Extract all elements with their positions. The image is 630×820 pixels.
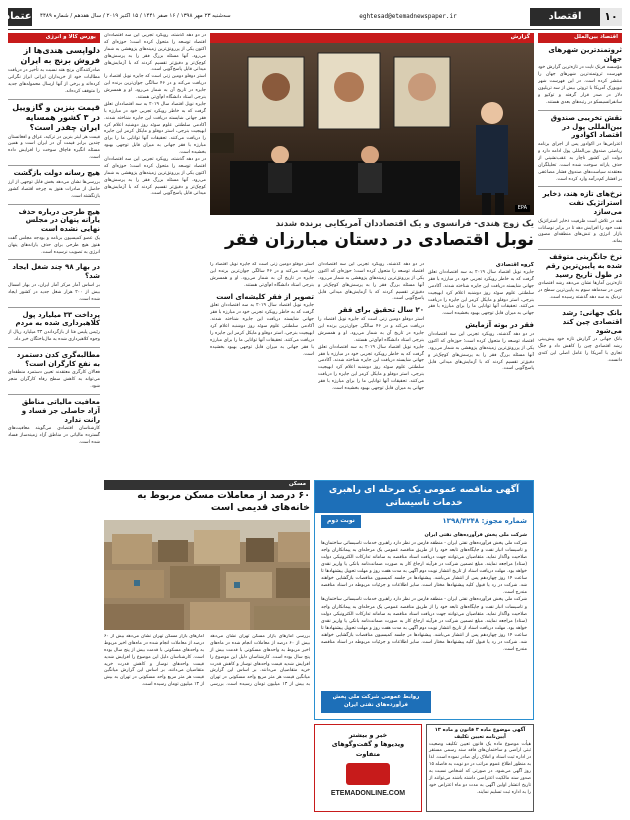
article-body: بر اساس آمار مرکز آمار ایران، در بهار امسال بیش از ۲۰۰ هزار شغل جدید در کشور ایجاد شده است.	[8, 282, 100, 302]
article-body: بررسی‌ها نشان می‌دهد بخش قابل توجهی از ارز حاصل از صادرات هنوز به چرخه اقتصاد کشور بازنگشته است.	[8, 179, 100, 199]
lead-body-col-3	[210, 262, 314, 476]
lead-body: در دو دهه گذشته، رویکرد تجربی این سه اقتصاددان اقتصاد توسعه را متحول کرده است؛ حوزه‌ای که اکنون یکی از پررونق‌ترین زمینه‌های پژوهشی به شمار می‌رود. آنها مسئله بزرگ فقر را به پرسش‌های کوچک‌تر و دقیق‌تر تقسیم کردند که با آزمایش‌های میدانی قابل پاسخ‌گویی است.	[428, 331, 534, 372]
lead-body: جایزه نوبل اقتصاد سال ۲۰۱۹ به سه اقتصاددان تعلق گرفت که به خاطر رویکرد تجربی خود در مبارزه با فقر جهانی شایسته دریافت این جایزه شناخته شدند. آکادمی سلطنتی علوم سوئد روز دوشنبه اعلام کرد ابهیجیت بنرجی، استر دوفلو و مایکل کرمر این جایزه را دریافت می‌کنند. تحقیقات آنها توانایی ما را برای مبارزه با فقر جهانی به میزان قابل توجهی بهبود بخشیده است.	[318, 344, 424, 391]
tender-advertisement	[314, 480, 534, 720]
lead-body: در دو دهه گذشته، رویکرد تجربی این سه اقتصاددان اقتصاد توسعه را متحول کرده است؛ حوزه‌ای که اکنون یکی از پررونق‌ترین زمینه‌های پژوهشی به شمار می‌رود. آنها مسئله بزرگ فقر را به پرسش‌های کوچک‌تر و دقیق‌تر تقسیم کردند که با آزمایش‌های میدانی قابل پاسخ‌گویی است.	[318, 262, 424, 302]
lead-body: استر دوفلو دومین زنی است که جایزه نوبل اقتصاد را دریافت می‌کند و در ۴۶ سالگی جوان‌ترین برنده این جایزه در تاریخ آن به شمار می‌رود. او و همسرش بنرجی استاد دانشگاه ام‌آی‌تی هستند.	[210, 262, 314, 288]
tender-subheader	[315, 513, 533, 530]
divider	[8, 394, 100, 395]
article-headline[interactable]: قیمت بنزین و گازوییل در ۳ کشور همسایه ایران چقدر است؟	[12, 102, 100, 132]
article-body: هند در تلاش است ظرفیت ذخایر استراتژیک نفت خود را افزایش دهد تا در برابر نوسانات بازار انرژی و تنش‌های منطقه‌ای مصون بماند.	[538, 218, 622, 245]
divider	[538, 186, 622, 187]
photo-credit-badge: EPA	[515, 205, 530, 212]
article-headline[interactable]: دلواپسی هندی‌ها از فروش برنج به ایران	[20, 45, 100, 65]
housing-kicker: مسکن	[104, 480, 310, 490]
lead-body: جایزه نوبل اقتصاد سال ۲۰۱۹ به سه اقتصاددان تعلق گرفت که به خاطر رویکرد تجربی خود در مبارزه با فقر جهانی شایسته دریافت این جایزه شناخته شدند. آکادمی سلطنتی علوم سوئد روز دوشنبه اعلام کرد ابهیجیت بنرجی، استر دوفلو و مایکل کرمر این جایزه را دریافت می‌کنند. تحقیقات آنها توانایی ما را برای مبارزه با فقر جهانی به میزان قابل توجهی بهبود بخشیده است.	[428, 269, 534, 317]
right-column-head: اقتصاد بین‌الملل	[538, 33, 622, 43]
housing-paragraph: بررسی آمارهای بازار مسکن تهران نشان می‌دهد بیش از ۶۰ درصد از معاملات انجام شده در ماه‌های اخیر مربوط به واحدهای مسکونی با قدمت بیش از پنج سال بوده است. کارشناسان دلیل این موضوع را افزایش شدید قیمت واحدهای نوساز و کاهش قدرت خرید متقاضیان می‌دانند. بر اساس این گزارش میانگین قیمت هر متر مربع واحد مسکونی در تهران به بیش از ۱۳ میلیون تومان رسیده است.	[210, 634, 310, 688]
article-body: قیمت هر لیتر بنزین در ترکیه، عراق و افغانستان چندین برابر قیمت آن در ایران است و همین مسئله انگیزه قاچاق سوخت را افزایش داده است.	[8, 134, 100, 161]
article-body: مؤسسه فرنک نایت در تازه‌ترین گزارش خود فهرست ثروتمندترین شهرهای جهان را منتشر کرده است. در این فهرست شهر نیویورک آمریکا با ثروتی بیش از سه تریلیون دلار در صدر قرار گرفته و توکیو و سانفرانسیسکو در رتبه‌های بعدی هستند.	[538, 65, 622, 105]
article-body: یک عضو کمیسیون برنامه و بودجه مجلس گفت هنوز هیچ طرحی برای حذف یارانه‌های پنهان انرژی به تصویب نرسیده است.	[8, 235, 100, 255]
lead-body: در دو دهه گذشته، رویکرد تجربی این سه اقتصاددان اقتصاد توسعه را متحول کرده است؛ حوزه‌ای که اکنون یکی از پررونق‌ترین زمینه‌های پژوهشی به شمار می‌رود. آنها مسئله بزرگ فقر را به پرسش‌های کوچک‌تر و دقیق‌تر تقسیم کردند که با آزمایش‌های میدانی قابل پاسخ‌گویی است.	[104, 157, 206, 197]
lead-body-col-1	[428, 262, 534, 476]
right-column	[538, 33, 622, 811]
tender-body	[315, 530, 533, 656]
lead-body-col-2	[318, 262, 424, 476]
lead-subhead: ۲۰ سال تحقیق برای فقر	[338, 306, 424, 315]
article-headline[interactable]: نرخ‌های تازه هند، ذخایر استراتژیک نفت می‌سازد	[542, 190, 622, 216]
housing-body-text	[104, 634, 310, 689]
divider	[8, 347, 100, 348]
promo-line-2: ویدیوها و گفت‌وگوهای	[331, 740, 405, 749]
continued-column	[104, 33, 206, 476]
tender-title: آگهی مناقصه عمومی یک مرحله ای راهبری خدمات تاسیساتی	[315, 481, 533, 513]
article-headline[interactable]: هیچ رسانه دولت بازگشت	[13, 169, 100, 178]
lead-subhead: تصویر از فقر کلیشه‌ای است	[216, 292, 314, 301]
nobel-press-photo	[210, 43, 534, 215]
tender-footer: روابط عمومی شرکت ملی پخش فرآورده‌های نفتی ایران	[321, 691, 431, 713]
lead-body: در دو دهه گذشته، رویکرد تجربی این سه اقتصاددان اقتصاد توسعه را متحول کرده است؛ حوزه‌ای که اکنون یکی از پررونق‌ترین زمینه‌های پژوهشی به شمار می‌رود. آنها مسئله بزرگ فقر را به پرسش‌های کوچک‌تر و دقیق‌تر تقسیم کردند که با آزمایش‌های میدانی قابل پاسخ‌گویی است.	[104, 33, 206, 73]
lead-subhead: فقر در بوته آزمایش	[465, 321, 534, 330]
online-promo[interactable]	[314, 724, 422, 812]
notice-title: آگهی موضوع ماده ۳ قانون و ماده ۱۳ آیین‌نامه تعیین تکلیف	[434, 727, 526, 741]
housing-paragraph: بررسی آمارهای بازار مسکن تهران نشان می‌دهد بیش از ۶۰ درصد از معاملات انجام شده در ماه‌های اخیر مربوط به واحدهای مسکونی با قدمت بیش از پنج سال بوده است. کارشناسان دلیل این موضوع را افزایش شدید قیمت واحدهای نوساز و کاهش قدرت خرید متقاضیان می‌دانند. بر اساس این گزارش میانگین قیمت هر متر مربع واحد مسکونی در تهران به بیش از ۱۳ میلیون تومان رسیده است.	[104, 634, 224, 688]
byline: گروه اقتصادی	[495, 262, 534, 268]
article-headline[interactable]: بانک جهانی: رشد اقتصادی چین کند می‌شود	[562, 309, 622, 335]
article-body: فعالان کارگری معتقدند تعیین دستمزد منطقه‌ای می‌تواند به کاهش سطح رفاه کارگران منجر شود.	[8, 370, 100, 390]
tender-org: شرکت ملی پخش فرآورده‌های نفتی ایران	[424, 531, 527, 538]
lead-body: استر دوفلو دومین زنی است که جایزه نوبل اقتصاد را دریافت می‌کند و در ۴۶ سالگی جوان‌ترین برنده این جایزه در تاریخ آن به شمار می‌رود. او و همسرش بنرجی استاد دانشگاه ام‌آی‌تی هستند.	[318, 317, 424, 343]
registry-notice	[426, 724, 534, 812]
promo-site[interactable]: ETEMADONLINE.COM	[330, 790, 406, 798]
paper-logo: اعتماد	[8, 8, 32, 26]
article-headline[interactable]: معافیت مالیاتی مناطق آزاد حاصلی جز فساد و رانت ندارد	[21, 398, 100, 424]
notice-body: هیأت موضوع ماده یک قانون تعیین تکلیف وضعیت ثبتی اراضی و ساختمان‌های فاقد سند رسمی مستقر در اداره ثبت اسناد و املاک رأی صادر نموده است. لذا به منظور اطلاع عموم مراتب در دو نوبت به فاصله ۱۵ روز آگهی می‌شود. در صورتی که اشخاص نسبت به صدور سند مالکیت اعتراضی داشته باشند می‌توانند از تاریخ انتشار اولین آگهی به مدت دو ماه اعتراض خود را به اداره ثبت تسلیم نمایند.	[429, 741, 531, 795]
lead-body: جایزه نوبل اقتصاد سال ۲۰۱۹ به سه اقتصاددان تعلق گرفت که به خاطر رویکرد تجربی خود در مبارزه با فقر جهانی شایسته دریافت این جایزه شناخته شدند. آکادمی سلطنتی علوم سوئد روز دوشنبه اعلام کرد ابهیجیت بنرجی، استر دوفلو و مایکل کرمر این جایزه را دریافت می‌کنند. تحقیقات آنها توانایی ما را برای مبارزه با فقر جهانی به میزان قابل توجهی بهبود بخشیده است.	[210, 303, 314, 357]
divider	[538, 305, 622, 306]
section-title: اقتصاد	[530, 8, 600, 26]
divider	[8, 259, 100, 260]
article-body: رئیس پلیس فتا از بازگرداندن ۳۳ میلیارد ریال از وجوه کلاهبرداری شده به مال‌باختگان خبر داد.	[8, 330, 100, 342]
promo-line-1: خبر و بیشتر	[348, 731, 388, 739]
article-headline[interactable]: نقش تخریبی صندوق بین‌المللی پول در اقتصاد اکوادور	[550, 113, 622, 140]
housing-headline[interactable]: ۶۰ درصد از معاملات مسکن مربوط به خانه‌های قدیمی است	[137, 490, 310, 514]
tender-text: شرکت ملی پخش فرآورده‌های نفتی ایران - منطقه فارس در نظر دارد راهبری خدمات تاسیساتی ساختمان‌ها و تاسیسات انبار نفت و جایگاه‌های تابعه خود را از طریق مناقصه عمومی یک مرحله‌ای به پیمانکاران واجد صلاحیت واگذار نماید. متقاضیان می‌توانند جهت دریافت اسناد مناقصه به سامانه تدارکات الکترونیکی دولت (ستاد) مراجعه نمایند. مبلغ تضمین شرکت در فرآیند ارجاع کار به صورت ضمانت‌نامه بانکی یا واریز نقدی خواهد بود. مهلت دریافت اسناد از تاریخ انتشار نوبت دوم آگهی به مدت هفت روز و مهلت تحویل پیشنهادها تا ساعت ۱۴ روز چهاردهم پس از انتشار می‌باشد. پیشنهادها در جلسه کمیسیون مناقصات بازگشایی خواهند شد. شرکت در رد یا قبول کلیه پیشنهادها مختار است. سایر اطلاعات و جزئیات مربوطه در اسناد مناقصه مندرج است.	[321, 597, 527, 653]
dateline: سه‌شنبه ۲۳ مهر ۱۳۹۸ / ۱۶ صفر ۱۴۴۱ / ۱۵ اکتبر ۲۰۱۹ / سال هفدهم / شماره ۴۴۸۹	[40, 13, 231, 20]
divider	[538, 110, 622, 111]
housing-photo	[104, 520, 310, 630]
lead-kicker: گزارش	[210, 33, 534, 43]
article-body: صادرکنندگان برنج هند نسبت به تأخیر در دریافت مطالبات خود از خریداران ایرانی ابراز نگرانی کرده‌اند و برخی از آنها ارسال محموله‌های جدید را متوقف کرده‌اند.	[8, 67, 100, 94]
article-body: کارشناسان اقتصادی می‌گویند معافیت‌های گسترده مالیاتی در مناطق آزاد زمینه‌ساز فساد شده است.	[8, 426, 100, 446]
divider	[8, 307, 100, 308]
lead-supertitle: یک زوج هندی- فرانسوی و یک اقتصاددان آمریکایی برنده شدند	[275, 219, 534, 229]
tender-round-pill: نوبت دوم	[321, 515, 361, 528]
divider	[8, 165, 100, 166]
rooftops-scene	[104, 520, 310, 630]
lead-body: جایزه نوبل اقتصاد سال ۲۰۱۹ به سه اقتصاددان تعلق گرفت که به خاطر رویکرد تجربی خود در مبارزه با فقر جهانی شایسته دریافت این جایزه شناخته شدند. آکادمی سلطنتی علوم سوئد روز دوشنبه اعلام کرد ابهیجیت بنرجی، استر دوفلو و مایکل کرمر این جایزه را دریافت می‌کنند. تحقیقات آنها توانایی ما را برای مبارزه با فقر جهانی به میزان قابل توجهی بهبود بخشیده است.	[104, 101, 206, 156]
left-column-head: بورس کالا و انرژی	[8, 33, 100, 43]
article-headline[interactable]: ثروتمندترین شهرهای جهان	[548, 45, 622, 63]
divider	[8, 204, 100, 205]
page-number: ۱۰	[600, 8, 622, 26]
tender-text: شرکت ملی پخش فرآورده‌های نفتی ایران - منطقه فارس در نظر دارد راهبری خدمات تاسیساتی ساختمان‌ها و تاسیسات انبار نفت و جایگاه‌های تابعه خود را از طریق مناقصه عمومی یک مرحله‌ای به پیمانکاران واجد صلاحیت واگذار نماید. متقاضیان می‌توانند جهت دریافت اسناد مناقصه به سامانه تدارکات الکترونیکی دولت (ستاد) مراجعه نمایند. مبلغ تضمین شرکت در فرآیند ارجاع کار به صورت ضمانت‌نامه بانکی یا واریز نقدی خواهد بود. مهلت دریافت اسناد از تاریخ انتشار نوبت دوم آگهی به مدت هفت روز و مهلت تحویل پیشنهادها تا ساعت ۱۴ روز چهاردهم پس از انتشار می‌باشد. پیشنهادها در جلسه کمیسیون مناقصات بازگشایی خواهند شد. شرکت در رد یا قبول کلیه پیشنهادها مختار است. سایر اطلاعات و جزئیات مربوطه در اسناد مناقصه مندرج است.	[321, 540, 527, 596]
divider	[8, 99, 100, 100]
divider	[538, 249, 622, 250]
housing-body	[104, 634, 310, 811]
article-headline[interactable]: در بهار ۹۸ چند شغل ایجاد شد؟	[12, 263, 100, 281]
article-headline[interactable]: مطالبه‌گری کدن دستمزد به نفع کارگران است؟	[16, 350, 100, 368]
article-body: اعتراض‌ها در اکوادور پس از اجرای برنامه ریاضتی صندوق بین‌المللی پول ادامه دارد و دولت این کشور ناچار به عقب‌نشینی از حذف یارانه سوخت شده است. تحلیلگران معتقدند سیاست‌های صندوق فشار مضاعفی بر اقشار کم‌درآمد وارد کرده است.	[538, 142, 622, 182]
nobel-press-scene	[210, 43, 534, 215]
lead-headline[interactable]: نوبل اقتصادی در دستان مبارزان فقر	[224, 230, 534, 250]
article-headline[interactable]: نرخ جانگزینی متوقف شده به پایین‌ترین رقم در طول تاریخ رسید	[545, 253, 622, 279]
lead-body: استر دوفلو دومین زنی است که جایزه نوبل اقتصاد را دریافت می‌کند و در ۴۶ سالگی جوان‌ترین برنده این جایزه در تاریخ آن به شمار می‌رود. او و همسرش بنرجی استاد دانشگاه ام‌آی‌تی هستند.	[104, 74, 206, 101]
article-body: بانک جهانی در گزارش تازه خود پیش‌بینی رشد اقتصادی چین را کاهش داد و جنگ تجاری با آمریکا را عامل اصلی این کندی دانست.	[538, 337, 622, 364]
section-email[interactable]: eghtesad@etemadnewspaper.ir	[359, 12, 457, 20]
masthead-rule	[8, 29, 622, 30]
tender-number: شماره مجوز: ۱۳۹۸/۴۲۴۸	[442, 517, 527, 526]
promo-line-3: متفاوت	[355, 749, 381, 758]
left-column	[8, 33, 100, 811]
article-headline[interactable]: پرداخت ۳۳ میلیارد پول کلاهبرداری شده به مردم	[15, 310, 100, 328]
article-headline[interactable]: هیچ طرحی درباره حذف یارانه پنهان در مجلس نهایی نشده است	[18, 207, 100, 234]
article-body: تازه‌ترین آمارها نشان می‌دهد رشد اقتصادی چین در سه‌ماهه سوم به پایین‌ترین سطح در نزدیک به سه دهه گذشته رسیده است.	[538, 281, 622, 301]
masthead	[5, 8, 622, 26]
promo-logo-icon	[346, 763, 390, 785]
